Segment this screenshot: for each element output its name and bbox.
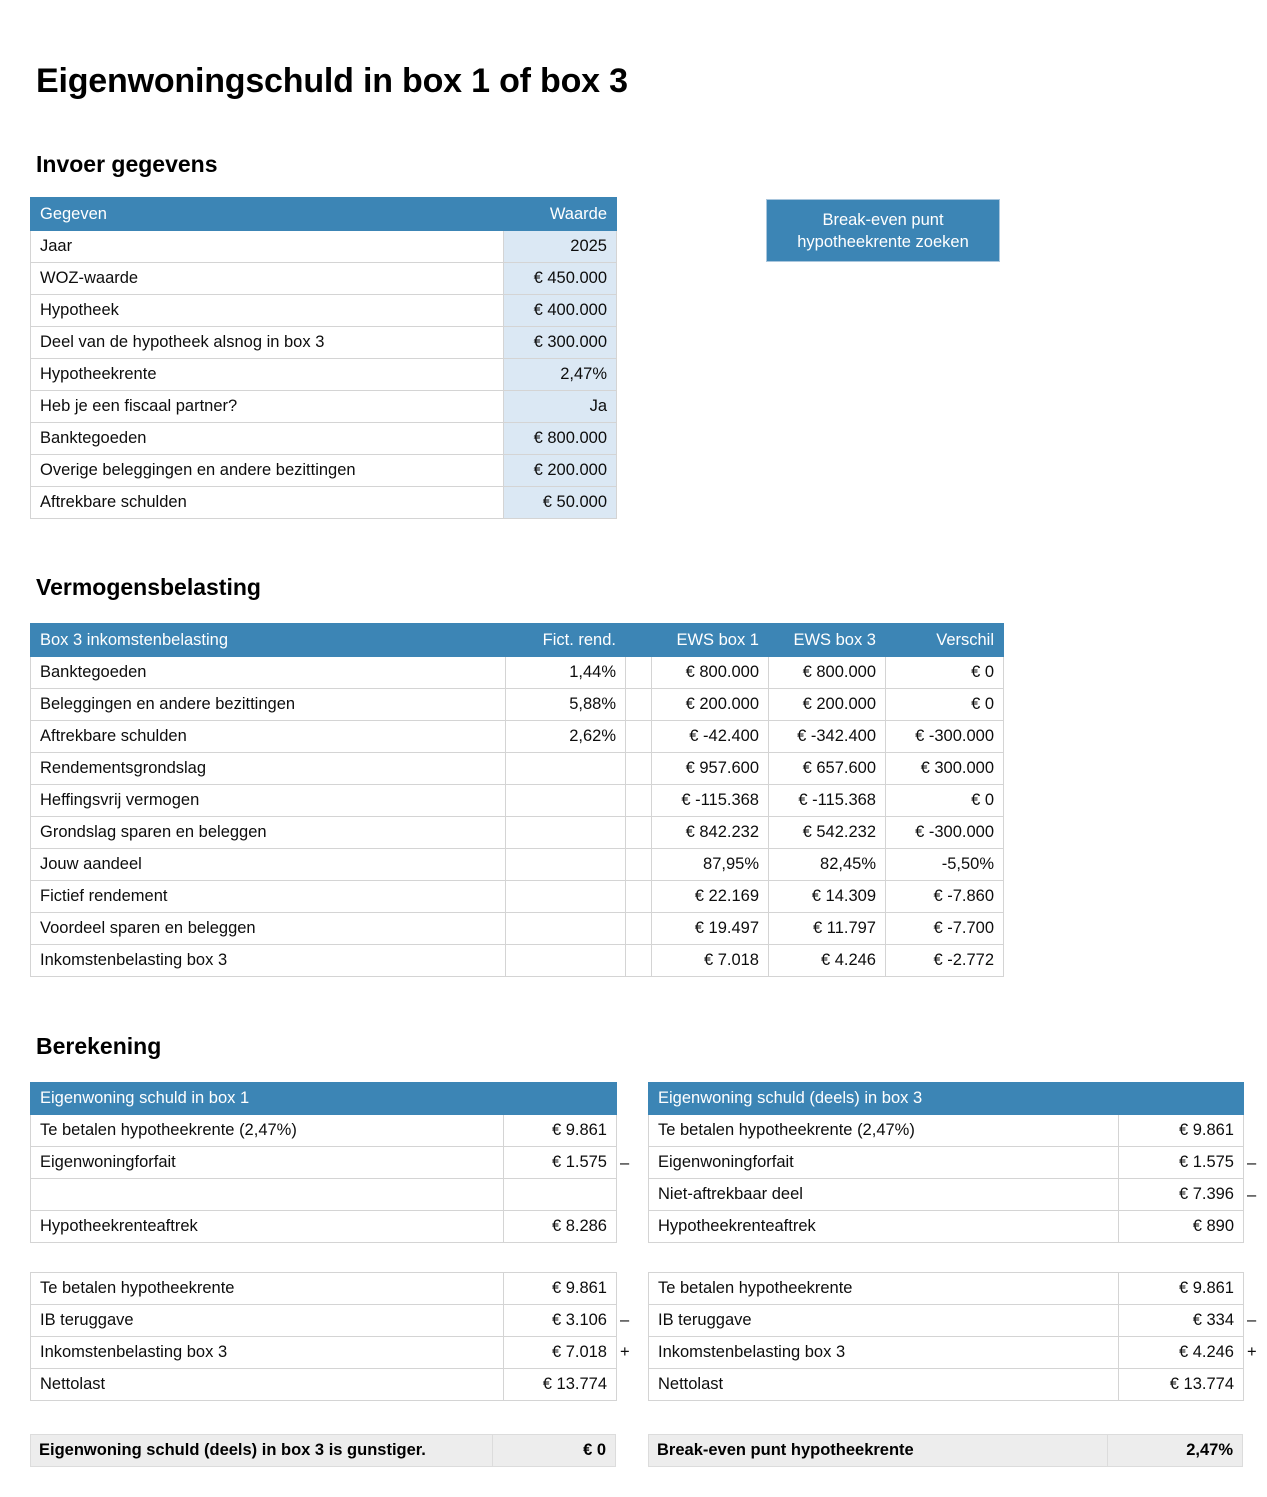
page-title: Eigenwoningschuld in box 1 of box 3 [36,61,628,100]
table-row [31,1211,617,1243]
row-label: Inkomstenbelasting box 3 [649,1337,1119,1369]
row-label: Heb je een fiscaal partner? [31,391,504,423]
column-header-fict-rend: Fict. rend. [506,624,626,657]
operator-sign-minus: – [1247,1154,1257,1172]
table-row [649,1337,1244,1369]
row-verschil: € 0 [886,689,1004,721]
table-row [31,817,1004,849]
row-label: Inkomstenbelasting box 3 [31,945,506,977]
row-value: € 890 [1119,1211,1244,1243]
spacer-cell [626,913,652,945]
table-row [31,231,617,263]
row-rend: 2,62% [506,721,626,753]
row-label: Rendementsgrondslag [31,753,506,785]
row-label: Deel van de hypotheek alsnog in box 3 [31,327,504,359]
row-ews-box3: € -342.400 [769,721,886,753]
row-verschil: € 0 [886,785,1004,817]
table-row [31,1305,617,1337]
column-header-gegeven: Gegeven [31,198,504,231]
row-rend [506,945,626,977]
spacer-cell [626,657,652,689]
row-verschil: € 0 [886,657,1004,689]
row-rend [506,849,626,881]
row-value: € 9.861 [1119,1273,1244,1305]
row-ews-box1: € 22.169 [652,881,769,913]
row-ews-box1: € 842.232 [652,817,769,849]
row-label: Banktegoeden [31,423,504,455]
row-label: Grondslag sparen en beleggen [31,817,506,849]
row-label: Hypotheekrenteaftrek [31,1211,504,1243]
table-row-total [649,1369,1244,1401]
table-row [31,657,1004,689]
row-value-woz-waarde[interactable]: € 450.000 [504,263,617,295]
row-value: € 334 [1119,1305,1244,1337]
spacer-cell [626,785,652,817]
row-value-hypotheekrente[interactable]: 2,47% [504,359,617,391]
section-heading-vermogensbelasting: Vermogensbelasting [36,574,261,601]
row-verschil: € 300.000 [886,753,1004,785]
row-label: Banktegoeden [31,657,506,689]
row-ews-box3: € 800.000 [769,657,886,689]
column-header-box3: Eigenwoning schuld (deels) in box 3 [649,1083,1119,1115]
table-row [31,689,1004,721]
row-verschil: € -300.000 [886,721,1004,753]
table-row [31,1115,617,1147]
row-label: Nettolast [31,1369,504,1401]
row-verschil: € -2.772 [886,945,1004,977]
table-row [31,487,617,519]
row-ews-box1: € -115.368 [652,785,769,817]
summary-label: Eigenwoning schuld (deels) in box 3 is gunstiger. [39,1441,426,1459]
column-header-spacer [626,624,652,657]
row-value: € 1.575 [1119,1147,1244,1179]
table-header-row [31,198,617,231]
row-ews-box1: € 957.600 [652,753,769,785]
spacer-cell [626,849,652,881]
table-row [31,327,617,359]
row-rend [506,913,626,945]
row-value-banktegoeden[interactable]: € 800.000 [504,423,617,455]
table-row [31,721,1004,753]
button-label-line1: Break-even punt [822,210,944,229]
row-ews-box3: € -115.368 [769,785,886,817]
column-header-box3-inkomstenbelasting: Box 3 inkomstenbelasting [31,624,506,657]
row-ews-box1: 87,95% [652,849,769,881]
operator-sign-minus: – [1247,1186,1257,1204]
calc-box1-nettolast-table [30,1272,617,1401]
table-header-row [31,624,1004,657]
table-row [31,1337,617,1369]
spacer-cell [626,721,652,753]
summary-value: 2,47% [1107,1435,1242,1466]
table-row [31,391,617,423]
row-value-fiscaal-partner[interactable]: Ja [504,391,617,423]
table-row [31,881,1004,913]
row-verschil: € -300.000 [886,817,1004,849]
input-data-table [30,197,617,519]
row-label: Inkomstenbelasting box 3 [31,1337,504,1369]
table-row [31,913,1004,945]
row-verschil: € -7.700 [886,913,1004,945]
row-label: WOZ-waarde [31,263,504,295]
row-value: € 13.774 [504,1369,617,1401]
row-value-jaar[interactable]: 2025 [504,231,617,263]
table-row [649,1305,1244,1337]
spacer-cell [626,753,652,785]
table-row [31,753,1004,785]
row-value: € 7.396 [1119,1179,1244,1211]
row-ews-box1: € 800.000 [652,657,769,689]
summary-label: Break-even punt hypotheekrente [657,1441,914,1459]
column-header-verschil: Verschil [886,624,1004,657]
wealth-tax-table [30,623,1004,977]
row-label: Heffingsvrij vermogen [31,785,506,817]
section-heading-berekening: Berekening [36,1033,162,1060]
section-heading-invoer: Invoer gegevens [36,151,218,178]
row-label: Beleggingen en andere bezittingen [31,689,506,721]
row-rend: 1,44% [506,657,626,689]
table-row [31,455,617,487]
column-header-empty [1119,1083,1244,1115]
row-label: Te betalen hypotheekrente [649,1273,1119,1305]
row-label: IB teruggave [31,1305,504,1337]
spacer-cell [626,689,652,721]
row-label: Nettolast [649,1369,1119,1401]
table-row [31,263,617,295]
row-label: Hypotheekrente [31,359,504,391]
column-header-ews-box3: EWS box 3 [769,624,886,657]
table-row [31,849,1004,881]
button-label-line2: hypotheekrente zoeken [797,232,969,251]
column-header-empty [504,1083,617,1115]
calc-box3-nettolast-table [648,1272,1244,1401]
table-header-row [649,1083,1244,1115]
operator-sign-minus: – [620,1311,630,1329]
calc-box3-deduction-table [648,1082,1244,1243]
row-verschil: € -7.860 [886,881,1004,913]
table-row [31,295,617,327]
row-value-deel-box3[interactable]: € 300.000 [504,327,617,359]
row-rend: 5,88% [506,689,626,721]
table-row [649,1147,1244,1179]
row-value: € 9.861 [1119,1115,1244,1147]
row-value: € 1.575 [504,1147,617,1179]
row-value: € 13.774 [1119,1369,1244,1401]
row-rend [506,785,626,817]
operator-sign-plus: + [1247,1343,1257,1361]
row-label: Jouw aandeel [31,849,506,881]
row-label: Overige beleggingen en andere bezittingen [31,455,504,487]
row-ews-box3: € 200.000 [769,689,886,721]
row-label [31,1179,504,1211]
table-row-total [31,945,1004,977]
spacer-cell [626,945,652,977]
row-ews-box3: € 657.600 [769,753,886,785]
row-label: Hypotheekrenteaftrek [649,1211,1119,1243]
spacer-cell [626,817,652,849]
table-row [649,1211,1244,1243]
table-row [31,423,617,455]
table-row [31,1273,617,1305]
row-label: Te betalen hypotheekrente (2,47%) [649,1115,1119,1147]
row-label: IB teruggave [649,1305,1119,1337]
row-value: € 9.861 [504,1273,617,1305]
row-label: Voordeel sparen en beleggen [31,913,506,945]
column-header-box1: Eigenwoning schuld in box 1 [31,1083,504,1115]
column-header-waarde: Waarde [504,198,617,231]
calc-box1-deduction-table [30,1082,617,1243]
table-row [31,1147,617,1179]
column-header-ews-box1: EWS box 1 [652,624,769,657]
row-label: Hypotheek [31,295,504,327]
table-row [649,1179,1244,1211]
row-value-hypotheek[interactable]: € 400.000 [504,295,617,327]
row-value: € 7.018 [504,1337,617,1369]
table-row [31,359,617,391]
row-ews-box3: € 542.232 [769,817,886,849]
row-value: € 9.861 [504,1115,617,1147]
row-value [504,1179,617,1211]
row-value: € 3.106 [504,1305,617,1337]
table-row [649,1115,1244,1147]
summary-breakeven-bar [648,1434,1243,1467]
row-verschil: -5,50% [886,849,1004,881]
row-ews-box1: € -42.400 [652,721,769,753]
row-rend [506,881,626,913]
spacer-cell [626,881,652,913]
row-value-beleggingen[interactable]: € 200.000 [504,455,617,487]
row-label: Eigenwoningforfait [649,1147,1119,1179]
table-row [649,1273,1244,1305]
row-label: Aftrekbare schulden [31,721,506,753]
row-label: Te betalen hypotheekrente [31,1273,504,1305]
row-value: € 8.286 [504,1211,617,1243]
row-value: € 4.246 [1119,1337,1244,1369]
table-row-empty [31,1179,617,1211]
summary-value: € 0 [492,1435,615,1466]
row-label: Aftrekbare schulden [31,487,504,519]
row-ews-box1: € 200.000 [652,689,769,721]
row-label: Eigenwoningforfait [31,1147,504,1179]
row-ews-box3: € 11.797 [769,913,886,945]
operator-sign-plus: + [620,1343,630,1361]
break-even-search-button[interactable] [766,199,1000,262]
row-ews-box1: € 19.497 [652,913,769,945]
summary-conclusion-bar [30,1434,616,1467]
table-row [31,785,1004,817]
row-label: Jaar [31,231,504,263]
row-label: Fictief rendement [31,881,506,913]
row-label: Te betalen hypotheekrente (2,47%) [31,1115,504,1147]
row-ews-box3: 82,45% [769,849,886,881]
operator-sign-minus: – [1247,1311,1257,1329]
operator-sign-minus: – [620,1154,630,1172]
table-row-total [31,1369,617,1401]
row-rend [506,753,626,785]
row-label: Niet-aftrekbaar deel [649,1179,1119,1211]
row-ews-box3: € 4.246 [769,945,886,977]
row-ews-box3: € 14.309 [769,881,886,913]
row-rend [506,817,626,849]
row-value-aftrekbare-schulden[interactable]: € 50.000 [504,487,617,519]
table-header-row [31,1083,617,1115]
row-ews-box1: € 7.018 [652,945,769,977]
